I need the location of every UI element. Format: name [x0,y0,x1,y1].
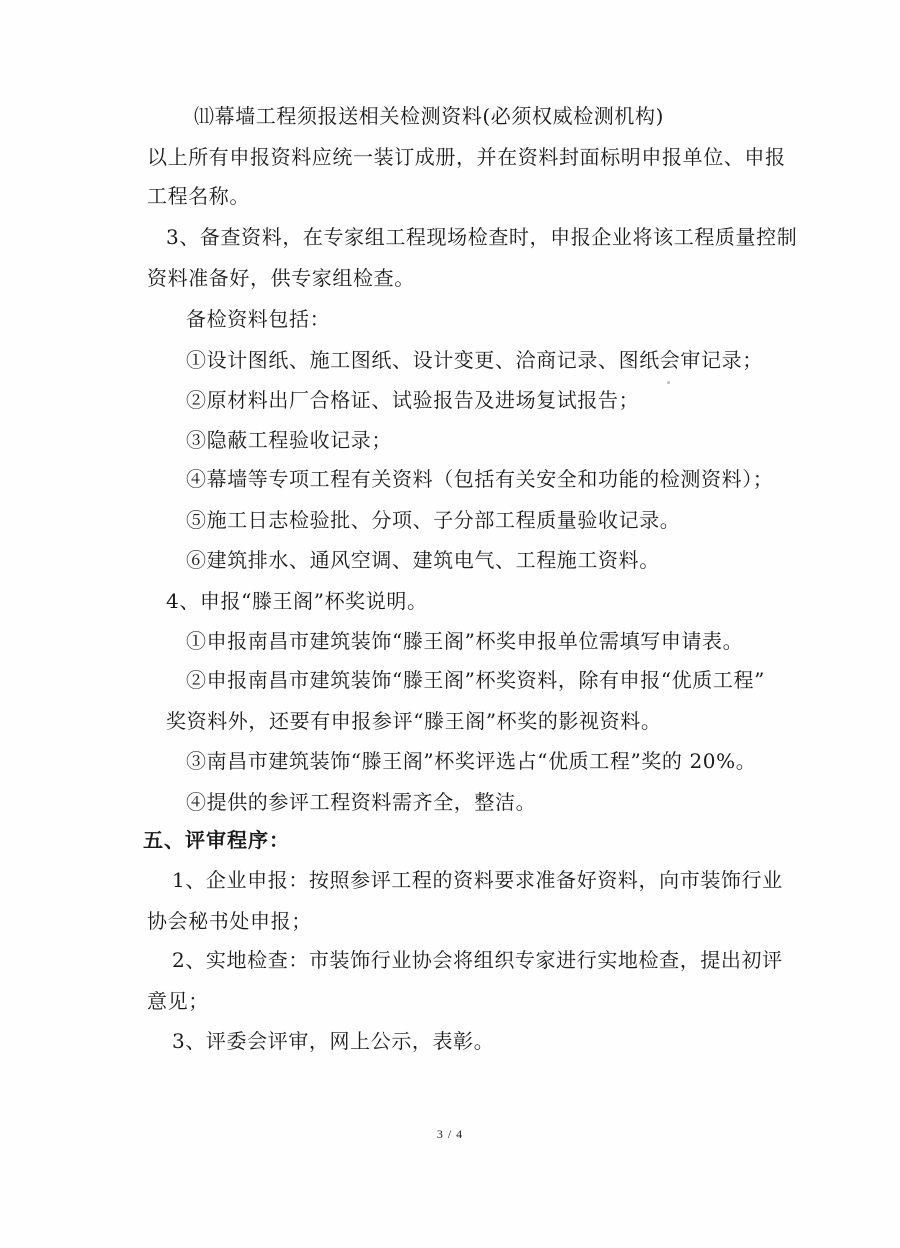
paragraph-line: 2、实地检查：市装饰行业协会将组织专家进行实地检查，提出初评 [172,948,783,972]
list-item: ④幕墙等专项工程有关资料（包括有关安全和功能的检测资料）； [186,467,774,491]
scan-speck [667,381,670,384]
paragraph-line: 3、备查资料，在专家组工程现场检查时，申报企业将该工程质量控制 [166,225,798,249]
list-item: ②原材料出厂合格证、试验报告及进场复试报告； [186,388,640,412]
list-item: ③南昌市建筑装饰“滕王阁”杯奖评选占“优质工程”奖的 20%。 [186,749,757,773]
page-number: 3 / 4 [436,1127,464,1141]
list-item: ②申报南昌市建筑装饰“滕王阁”杯奖资料，除有申报“优质工程” [186,668,765,692]
paragraph-line: 4、申报“滕王阁”杯奖说明。 [166,589,428,613]
list-item: ①设计图纸、施工图纸、设计变更、洽商记录、图纸会审记录； [186,348,763,372]
paragraph-line: 工程名称。 [147,184,250,208]
paragraph-line: 资料准备好，供专家组检查。 [147,266,415,290]
paragraph-line: 以上所有申报资料应统一装订成册，并在资料封面标明申报单位、申报 [147,145,786,169]
paragraph-line: 协会秘书处申报； [147,909,312,933]
list-item: ⑤施工日志检验批、分项、子分部工程质量验收记录。 [186,508,681,532]
list-item: ①申报南昌市建筑装饰“滕王阁”杯奖申报单位需填写申请表。 [186,629,744,653]
paragraph-line: 意见； [147,989,209,1013]
paragraph-line: ⑾幕墙工程须报送相关检测资料(必须权威检测机构) [194,104,665,128]
list-item: ④提供的参评工程资料需齐全，整洁。 [186,790,537,814]
list-item: ③隐蔽工程验收记录； [186,428,392,452]
paragraph-line: 奖资料外，还要有申报参评“滕王阁”杯奖的影视资料。 [166,709,662,733]
paragraph-line: 1、企业申报：按照参评工程的资料要求准备好资料，向市装饰行业 [172,868,783,892]
paragraph-line: 备检资料包括： [186,307,331,331]
section-heading: 五、评审程序： [143,828,290,852]
paragraph-line: 3、评委会评审，网上公示，表彰。 [172,1029,495,1053]
list-item: ⑥建筑排水、通风空调、建筑电气、工程施工资料。 [186,548,660,572]
